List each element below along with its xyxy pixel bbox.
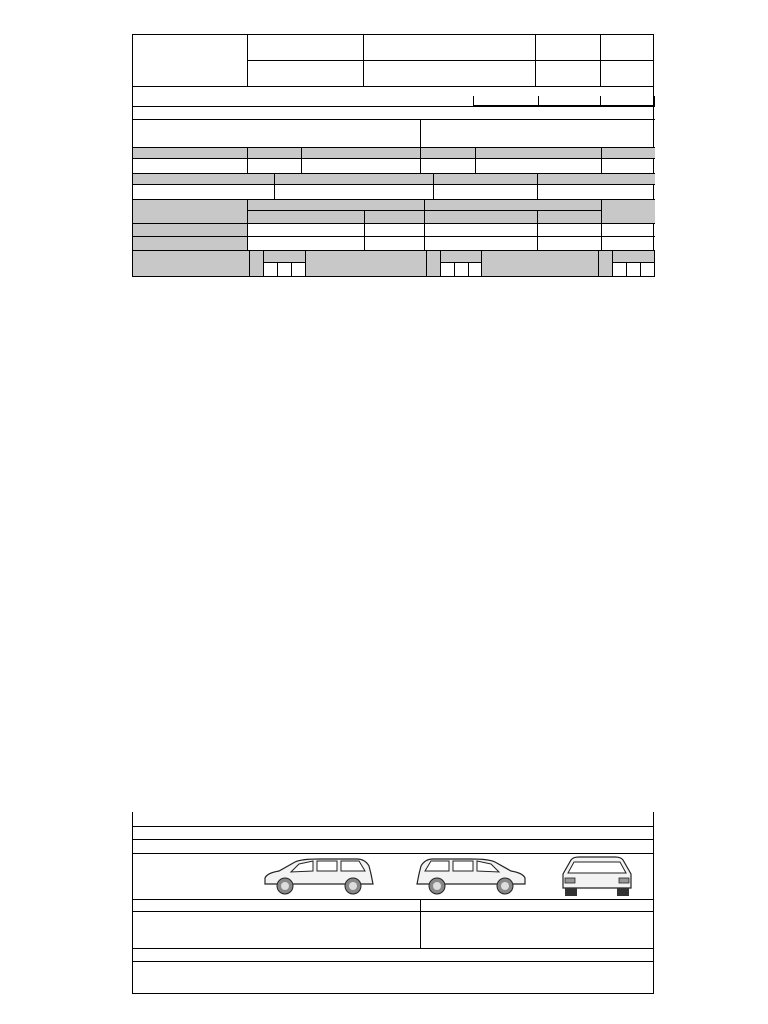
estado-b-header-2 [440, 262, 455, 277]
tires-header [133, 200, 655, 223]
estado-r-header-3 [626, 262, 641, 277]
parts-header-1 [132, 250, 250, 277]
parts-header-2 [305, 250, 427, 277]
logo-box [132, 34, 248, 87]
estado-m-header-2 [468, 262, 482, 277]
parts-header-3 [481, 250, 599, 277]
signature-delivered[interactable] [133, 924, 420, 948]
car-rear-view-icon [557, 854, 637, 898]
bottom-section [132, 812, 654, 994]
top-form [132, 87, 654, 250]
signature-received[interactable] [421, 924, 653, 948]
proceso-label [247, 34, 364, 61]
vehicle-header-row-1 [133, 148, 655, 158]
checklist-header [132, 250, 654, 276]
codigo-label [535, 34, 601, 61]
car-side-view-left-icon [411, 856, 529, 898]
estado-m-header-1 [291, 262, 306, 277]
vehicle-header-row-2 [133, 174, 655, 184]
formato-value [363, 60, 536, 87]
codigo-value [600, 34, 654, 61]
version-value [600, 60, 654, 87]
estado-r-header-1 [277, 262, 292, 277]
estado-b-header-3 [612, 262, 627, 277]
form-header [132, 34, 654, 87]
cant-header-2 [426, 250, 441, 277]
car-side-view-icon [261, 856, 377, 898]
cant-header-3 [598, 250, 613, 277]
cant-header-1 [249, 250, 264, 277]
version-label [535, 60, 601, 87]
date-field[interactable] [473, 96, 655, 106]
estado-b-header-1 [263, 262, 278, 277]
formato-label [247, 60, 364, 87]
estado-m-header-3 [640, 262, 655, 277]
proceso-value [363, 34, 536, 61]
estado-r-header-2 [454, 262, 469, 277]
